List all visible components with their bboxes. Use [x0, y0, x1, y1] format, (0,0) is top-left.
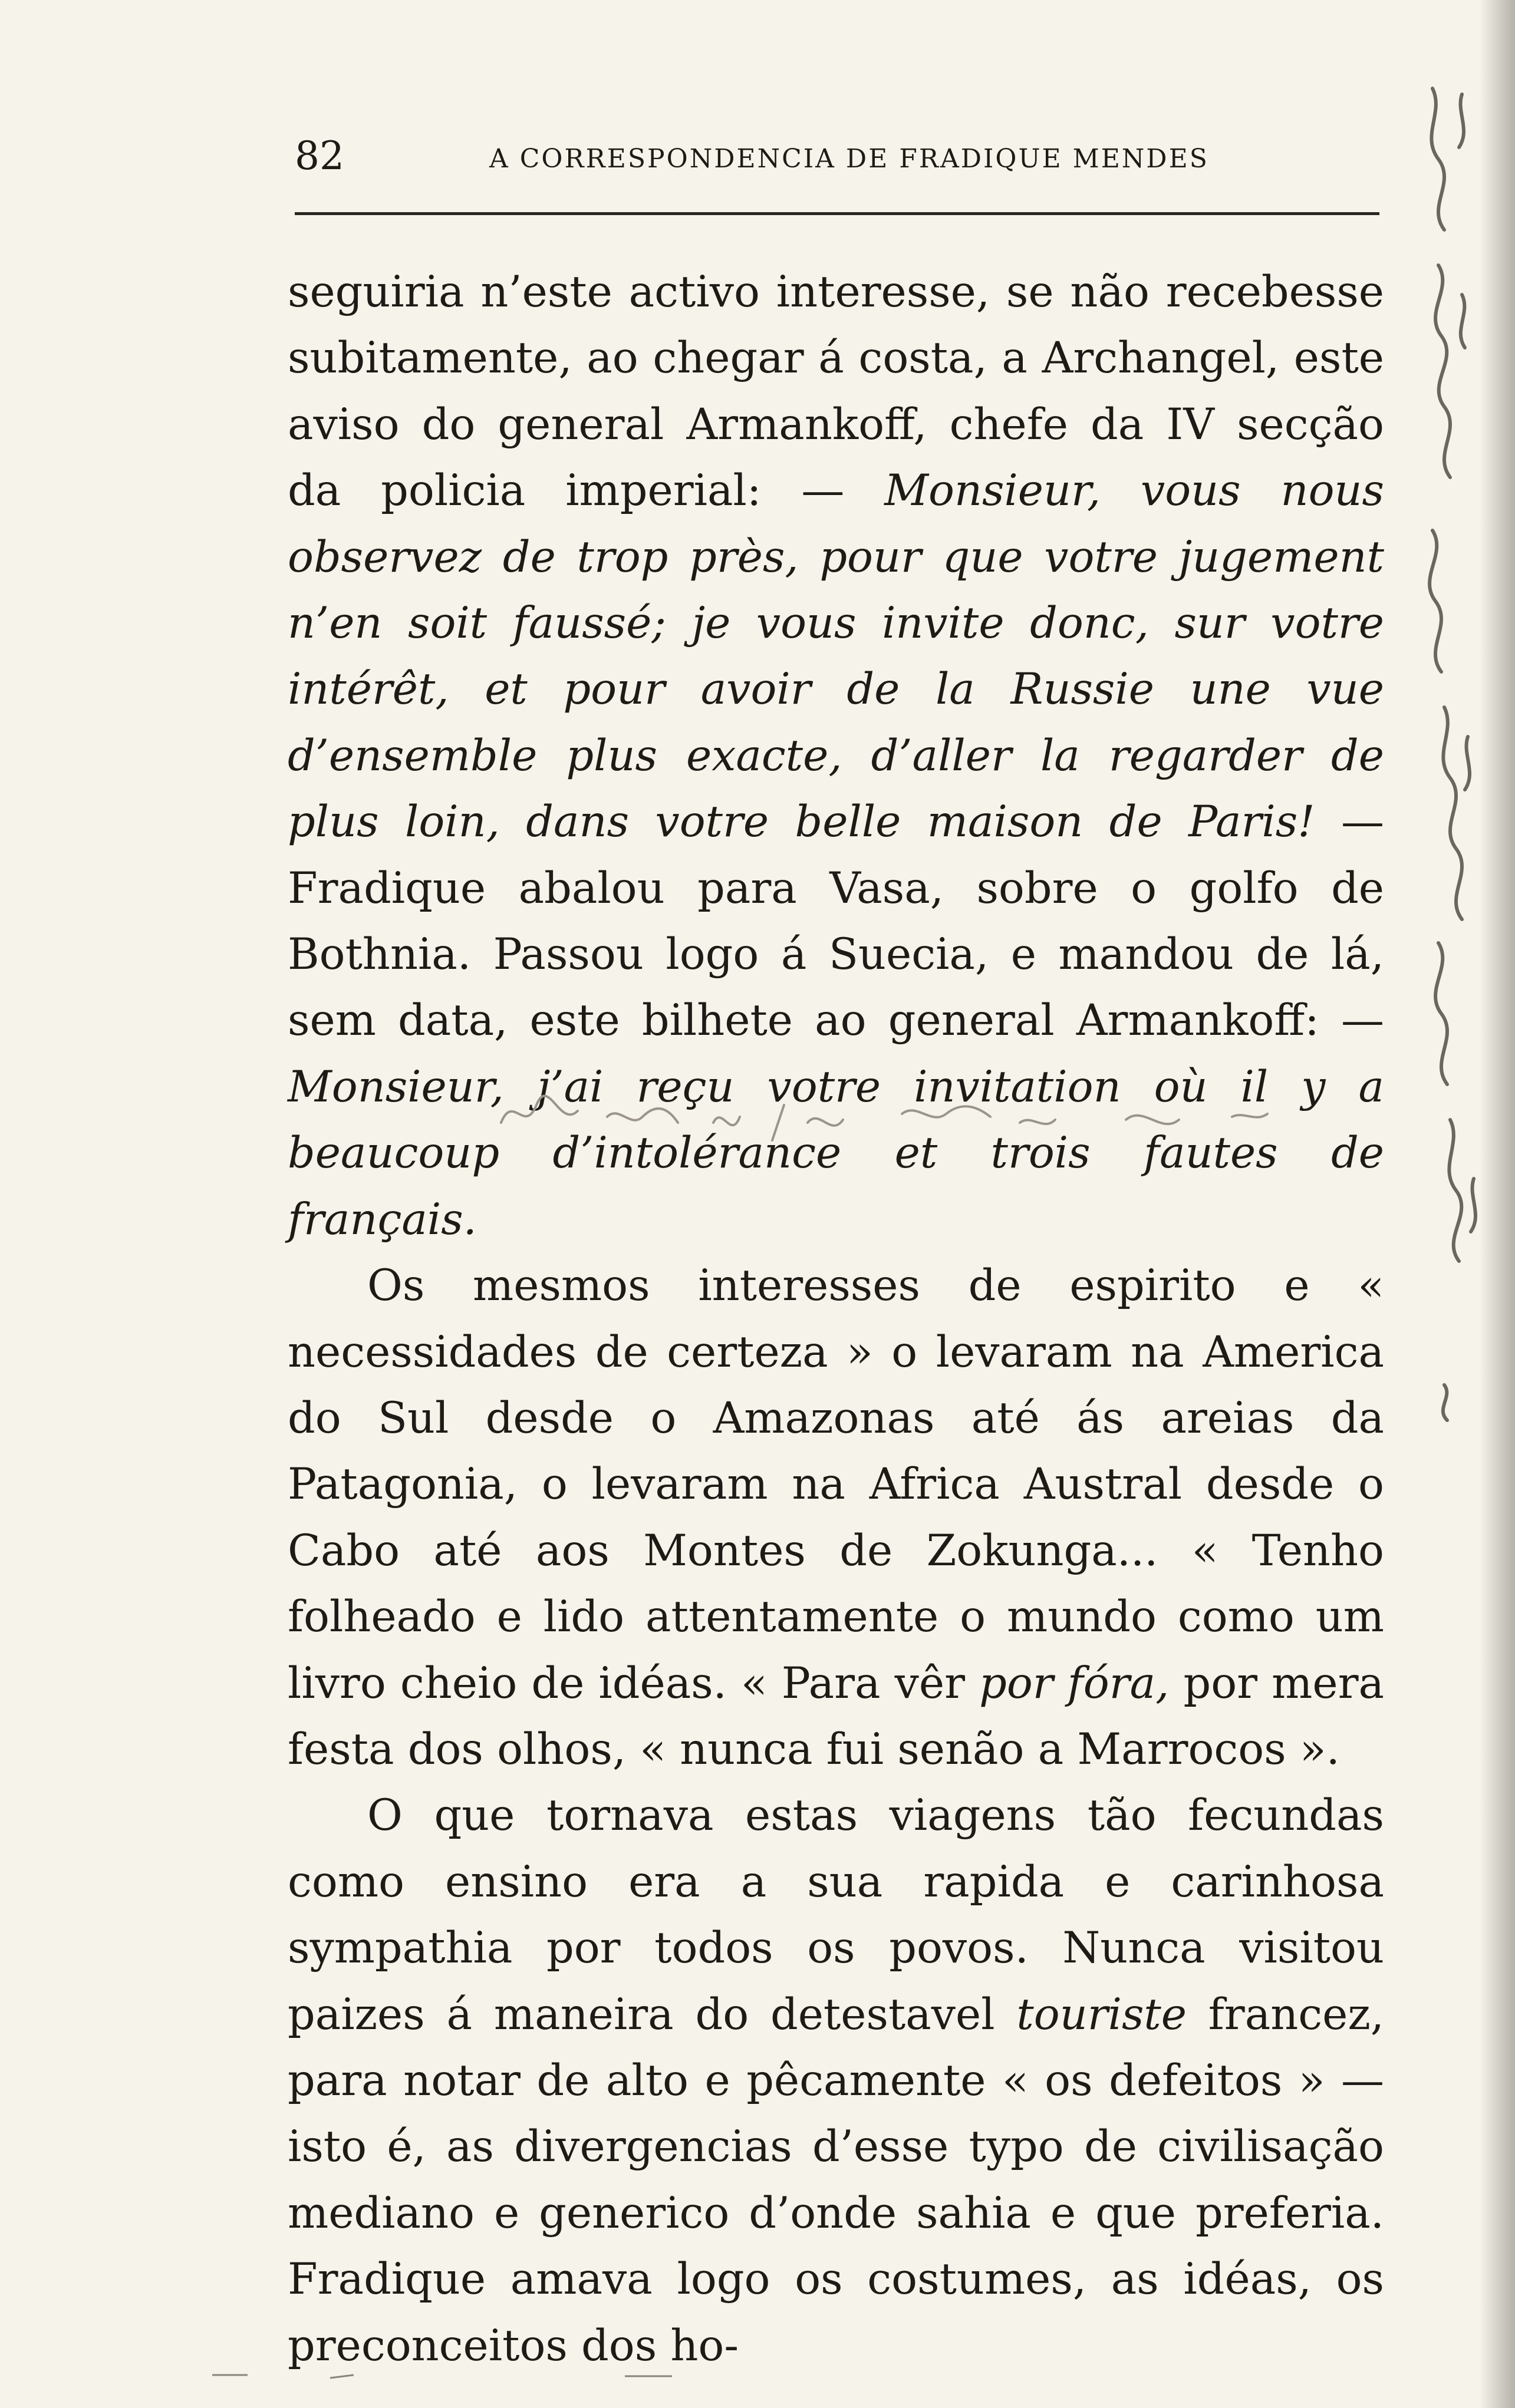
stray-marks — [212, 2363, 1096, 2387]
italic-span: touriste — [1016, 1989, 1187, 2040]
italic-span: Monsieur, vous nous observez de trop près, pour que votre jugement n’en soit faussé; je vous invite donc, sur votre intérêt, et pour avoir de la Russie une vue d’ensemble plus exacte, d’aller la regarder de plus loin, dans votre belle maison de Paris! — [288, 466, 1385, 847]
text-span: seguiria n’este activo interesse, se não recebesse subitamente, ao chegar á costa, a Archangel, este aviso do general Armankoff, chefe da IV secção da policia imperial: — — [288, 267, 1384, 516]
italic-span: Monsieur, j’ai reçu votre invitation où il y a beaucoup d’intolérance et trois fautes de français. — [288, 1061, 1384, 1245]
page-header — [289, 130, 1385, 183]
text-span: O que tornava estas viagens tão fecundas como ensino era a sua rapida e carinhosa sympathia por todos os povos. Nunca visitou paizes á maneira do detestavel — [288, 1790, 1384, 2040]
page-number: 82 — [295, 133, 344, 179]
text-span: francez, para notar de alto e pêcamente « os defeitos » — isto é, as divergencias d’esse typo de civilisação mediano e generico d’onde sahia e que preferia. Fradique amava logo os costumes, as idéas, os preconceitos dos ho- — [288, 1989, 1384, 2371]
text-span: — Fradique abalou para Vasa, sobre o golfo de Bothnia. Passou logo á Suecia, e mandou de lá, sem data, este bilhete ao general Armankoff: — — [288, 797, 1384, 1046]
body-text — [288, 259, 1384, 2379]
pencil-annotation-inline — [489, 1081, 1403, 1146]
text-span: por mera festa dos olhos, « nunca fui senão a Marrocos ». — [288, 1658, 1385, 1774]
header-rule — [295, 212, 1379, 215]
paragraph — [288, 1253, 1384, 1783]
paragraph — [288, 1783, 1384, 2379]
page-edge-shadow — [1480, 0, 1515, 2408]
running-title: A CORRESPONDENCIA DE FRADIQUE MENDES — [489, 144, 1209, 174]
italic-span: por fóra, — [979, 1658, 1170, 1708]
text-span: Os mesmos interesses de espirito e « necessidades de certeza » o levaram na America do Sul desde o Amazonas até ás areias da Patagonia, o levaram na Africa Austral desde o Cabo até aos Montes de Zokunga... « Tenho folheado e lido attentamente o mundo como um livro cheio de idéas. « Para vêr — [288, 1261, 1384, 1708]
